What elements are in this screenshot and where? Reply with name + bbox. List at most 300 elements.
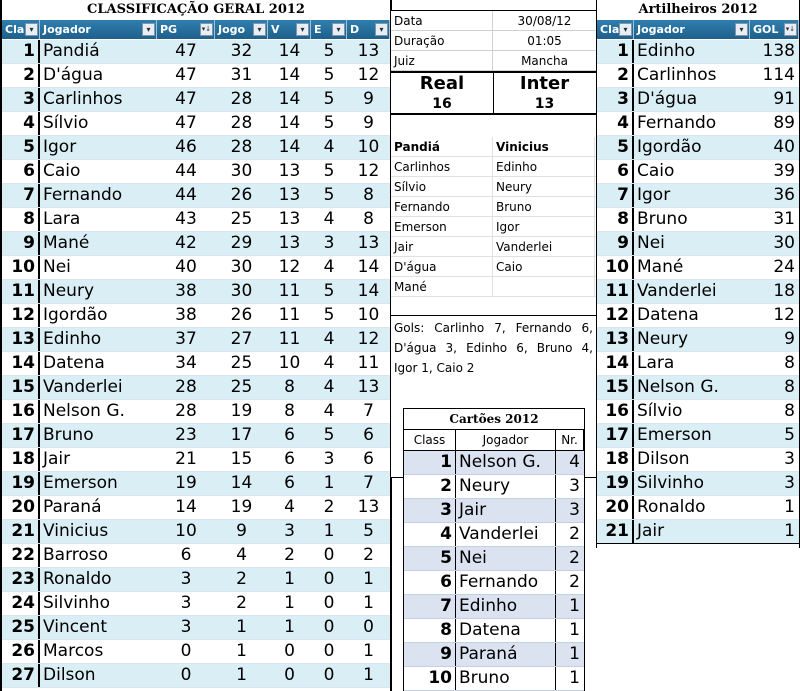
player-cell: Vanderlei xyxy=(456,523,556,546)
count-cell: 4 xyxy=(569,452,580,472)
lineup-a-player: D'água xyxy=(391,257,493,276)
stat-cell: 14 xyxy=(357,281,380,301)
player-cell: Neury xyxy=(637,329,688,349)
stat-cell: 25 xyxy=(230,377,253,397)
goals-cell: 3 xyxy=(784,473,795,493)
rank-cell: 17 xyxy=(597,424,634,447)
column-header-2[interactable] xyxy=(750,20,799,39)
stat-cell: 13 xyxy=(278,233,301,253)
stat-cell: 5 xyxy=(323,65,335,85)
player-cell: Paraná xyxy=(43,497,102,517)
stat-cell: 3 xyxy=(180,593,192,613)
team-a xyxy=(391,73,493,113)
stat-cell: 5 xyxy=(363,521,374,541)
stat-cell: 3 xyxy=(180,617,192,637)
table-row xyxy=(597,88,799,112)
goals-cell: 9 xyxy=(784,329,795,349)
player-cell: Nei xyxy=(43,257,71,277)
stat-cell: 0 xyxy=(323,545,335,565)
sort-descending-icon[interactable]: ▾↓ xyxy=(200,23,213,36)
table-row xyxy=(597,400,799,424)
rank-cell: 13 xyxy=(2,328,40,351)
goals-cell: 8 xyxy=(784,401,795,421)
player-cell: D'água xyxy=(43,65,104,85)
stat-cell: 44 xyxy=(175,185,197,205)
lineup-b-player xyxy=(493,277,595,296)
rank-cell: 8 xyxy=(597,208,634,231)
stat-cell: 8 xyxy=(363,209,374,229)
cards-body xyxy=(404,451,584,691)
stat-cell: 13 xyxy=(278,161,301,181)
rank-cell: 15 xyxy=(597,376,634,399)
stat-cell: 0 xyxy=(284,665,295,685)
lineup-a-player: Fernando xyxy=(391,197,493,216)
stat-cell: 1 xyxy=(323,521,335,541)
stat-cell: 2 xyxy=(236,569,247,589)
stat-cell: 28 xyxy=(175,401,197,421)
table-row xyxy=(2,112,390,136)
stat-cell: 21 xyxy=(175,449,197,469)
table-row xyxy=(597,232,799,256)
column-header-1[interactable] xyxy=(634,20,750,39)
rank-cell: 11 xyxy=(2,280,40,303)
stat-cell: 0 xyxy=(323,641,335,661)
scorers-body xyxy=(597,40,799,544)
table-row xyxy=(597,520,799,544)
stat-cell: 34 xyxy=(175,353,197,373)
column-header-0[interactable] xyxy=(2,20,40,39)
goals-cell: 31 xyxy=(773,209,795,229)
column-header-6[interactable] xyxy=(347,20,390,39)
lineup-b-player: Neury xyxy=(493,177,595,196)
stat-cell: 3 xyxy=(284,521,295,541)
filter-dropdown-icon[interactable]: ▾ xyxy=(25,23,38,36)
rank-cell: 14 xyxy=(597,352,634,375)
stat-cell: 44 xyxy=(175,161,197,181)
match-info-value: Mancha xyxy=(521,54,568,68)
stat-cell: 0 xyxy=(180,641,192,661)
table-row xyxy=(2,424,390,448)
rank-cell: 21 xyxy=(2,520,40,543)
table-row xyxy=(597,376,799,400)
rank-cell: 17 xyxy=(2,424,40,447)
match-info-row xyxy=(391,11,596,31)
stat-cell: 1 xyxy=(363,665,374,685)
rank-cell: 12 xyxy=(597,304,634,327)
rank-cell: 11 xyxy=(597,280,634,303)
player-cell: Bruno xyxy=(456,667,556,690)
stat-cell: 37 xyxy=(175,329,197,349)
stat-cell: 14 xyxy=(278,89,301,109)
rank-cell: 4 xyxy=(404,523,456,546)
stat-cell: 4 xyxy=(323,137,335,157)
player-cell: Fernando xyxy=(43,185,123,205)
player-cell: Barroso xyxy=(43,545,109,565)
rank-cell: 10 xyxy=(597,256,634,279)
column-header-5[interactable] xyxy=(311,20,347,39)
team-a-name: Real xyxy=(419,73,465,94)
rank-cell: 8 xyxy=(2,208,40,231)
player-cell: Silvinho xyxy=(43,593,110,613)
lineup-header-row xyxy=(391,137,596,157)
player-cell: Vanderlei xyxy=(637,281,717,301)
lineup-a-player: Carlinhos xyxy=(391,157,493,176)
player-cell: Caio xyxy=(637,161,675,181)
goals-cell: 114 xyxy=(762,65,795,85)
column-header-4[interactable] xyxy=(268,20,311,39)
column-header-label: GOL xyxy=(753,23,779,36)
stat-cell: 23 xyxy=(175,425,197,445)
stat-cell: 38 xyxy=(175,305,197,325)
goals-cell: 5 xyxy=(784,425,795,445)
rank-cell: 2 xyxy=(597,64,634,87)
stat-cell: 17 xyxy=(230,425,253,445)
stat-cell: 3 xyxy=(323,233,335,253)
table-row xyxy=(404,619,584,643)
rank-cell: 9 xyxy=(597,232,634,255)
player-cell: Nelson G. xyxy=(637,377,719,397)
stat-cell: 0 xyxy=(323,593,335,613)
stat-cell: 29 xyxy=(230,233,253,253)
filter-dropdown-icon[interactable]: ▾ xyxy=(619,23,632,36)
count-cell: 3 xyxy=(569,500,580,520)
stat-cell: 14 xyxy=(278,41,301,61)
player-cell: Emerson xyxy=(43,473,118,493)
stat-cell: 7 xyxy=(363,473,374,493)
player-cell: Vanderlei xyxy=(43,377,123,397)
scorers-header xyxy=(597,20,799,40)
stat-cell: 32 xyxy=(230,41,253,61)
lineup-row xyxy=(391,277,596,297)
column-header-label: PG xyxy=(160,23,178,36)
rank-cell: 26 xyxy=(2,640,40,663)
goals-cell: 12 xyxy=(773,305,795,325)
filter-dropdown-icon[interactable]: ▾ xyxy=(296,23,309,36)
rank-cell: 3 xyxy=(404,499,456,522)
stat-cell: 14 xyxy=(278,65,301,85)
stat-cell: 0 xyxy=(323,665,335,685)
table-row xyxy=(2,664,390,688)
stat-cell: 5 xyxy=(323,41,335,61)
column-header-3[interactable] xyxy=(215,20,268,39)
rank-cell: 3 xyxy=(597,88,634,111)
lineup-b-captain: Vinicius xyxy=(493,137,595,156)
player-cell: Nelson G. xyxy=(456,451,556,474)
stat-cell: 30 xyxy=(230,257,253,277)
table-row xyxy=(2,448,390,472)
table-row xyxy=(597,208,799,232)
stat-cell: 42 xyxy=(175,233,197,253)
count-cell: 1 xyxy=(569,596,580,616)
table-row xyxy=(2,256,390,280)
rank-cell: 4 xyxy=(597,112,634,135)
rank-cell: 8 xyxy=(404,619,456,642)
table-row xyxy=(597,304,799,328)
lineup-row xyxy=(391,157,596,177)
lineups xyxy=(391,137,596,297)
goals-cell: 1 xyxy=(784,497,795,517)
stat-cell: 0 xyxy=(323,617,335,637)
count-cell: 2 xyxy=(569,548,580,568)
stat-cell: 4 xyxy=(323,353,335,373)
stat-cell: 12 xyxy=(357,65,380,85)
classification-body xyxy=(2,40,390,688)
stat-cell: 14 xyxy=(357,257,380,277)
rank-cell: 20 xyxy=(597,496,634,519)
sort-descending-icon[interactable]: ▾↓ xyxy=(784,23,797,36)
cards-column-header: Jogador xyxy=(456,430,556,450)
stat-cell: 4 xyxy=(323,377,335,397)
stat-cell: 40 xyxy=(175,257,197,277)
stat-cell: 11 xyxy=(278,305,301,325)
stat-cell: 14 xyxy=(278,137,301,157)
stat-cell: 1 xyxy=(236,641,247,661)
match-info xyxy=(391,11,596,71)
stat-cell: 10 xyxy=(278,353,301,373)
stat-cell: 8 xyxy=(284,401,295,421)
stat-cell: 4 xyxy=(323,401,335,421)
stat-cell: 2 xyxy=(323,497,335,517)
player-cell: Ronaldo xyxy=(637,497,706,517)
table-row xyxy=(404,523,584,547)
player-cell: Edinho xyxy=(43,329,102,349)
player-cell: Jair xyxy=(456,499,556,522)
stat-cell: 27 xyxy=(230,329,253,349)
stat-cell: 13 xyxy=(357,233,380,253)
table-row xyxy=(404,595,584,619)
stat-cell: 6 xyxy=(363,449,374,469)
rank-cell: 4 xyxy=(2,112,40,135)
lineup-b-player: Caio xyxy=(493,257,595,276)
stat-cell: 13 xyxy=(278,185,301,205)
stat-cell: 10 xyxy=(175,521,197,541)
column-header-label: Cla xyxy=(5,23,25,36)
stat-cell: 5 xyxy=(323,161,335,181)
filter-dropdown-icon[interactable]: ▾ xyxy=(735,23,748,36)
lineup-b-player: Edinho xyxy=(493,157,595,176)
player-cell: Igordão xyxy=(43,305,108,325)
stat-cell: 38 xyxy=(175,281,197,301)
rank-cell: 6 xyxy=(597,160,634,183)
rank-cell: 19 xyxy=(597,472,634,495)
stat-cell: 0 xyxy=(363,617,374,637)
column-header-0[interactable] xyxy=(597,20,634,39)
filter-dropdown-icon[interactable]: ▾ xyxy=(375,23,388,36)
lineup-row xyxy=(391,257,596,277)
column-header-label: D xyxy=(350,23,360,36)
lineup-row xyxy=(391,217,596,237)
stat-cell: 13 xyxy=(357,41,380,61)
table-row xyxy=(597,112,799,136)
stat-cell: 14 xyxy=(230,473,253,493)
table-row xyxy=(597,184,799,208)
stat-cell: 47 xyxy=(175,89,197,109)
table-row xyxy=(2,520,390,544)
table-row xyxy=(2,304,390,328)
stat-cell: 46 xyxy=(175,137,197,157)
player-cell: Neury xyxy=(456,475,556,498)
stat-cell: 3 xyxy=(323,449,335,469)
stat-cell: 8 xyxy=(284,377,295,397)
table-row xyxy=(404,451,584,475)
rank-cell: 1 xyxy=(2,40,40,63)
table-row xyxy=(2,544,390,568)
player-cell: Edinho xyxy=(637,41,696,61)
stat-cell: 13 xyxy=(278,209,301,229)
rank-cell: 10 xyxy=(404,667,456,690)
table-row xyxy=(597,136,799,160)
team-b xyxy=(493,73,595,113)
stat-cell: 28 xyxy=(175,377,197,397)
stat-cell: 5 xyxy=(323,281,335,301)
player-cell: Igor xyxy=(637,185,671,205)
classification-header xyxy=(2,20,390,40)
stat-cell: 5 xyxy=(323,89,335,109)
stat-cell: 2 xyxy=(236,593,247,613)
stat-cell: 5 xyxy=(323,425,335,445)
stat-cell: 8 xyxy=(363,185,374,205)
player-cell: Fernando xyxy=(637,113,717,133)
player-cell: Ronaldo xyxy=(43,569,112,589)
stat-cell: 12 xyxy=(278,257,301,277)
stat-cell: 19 xyxy=(230,497,253,517)
player-cell: Mané xyxy=(637,257,684,277)
player-cell: Bruno xyxy=(637,209,688,229)
player-cell: Marcos xyxy=(43,641,104,661)
stat-cell: 25 xyxy=(230,209,253,229)
player-cell: Jair xyxy=(43,449,71,469)
player-cell: Dilson xyxy=(637,449,690,469)
stat-cell: 47 xyxy=(175,113,197,133)
column-header-label: Cla xyxy=(600,23,620,36)
table-row xyxy=(2,472,390,496)
table-row xyxy=(2,184,390,208)
table-row xyxy=(2,616,390,640)
goals-cell: 30 xyxy=(773,233,795,253)
rank-cell: 19 xyxy=(2,472,40,495)
table-row xyxy=(2,400,390,424)
stat-cell: 4 xyxy=(323,329,335,349)
classification-title: CLASSIFICAÇÃO GERAL 2012 xyxy=(87,2,305,17)
rank-cell: 6 xyxy=(404,571,456,594)
stat-cell: 14 xyxy=(278,113,301,133)
stat-cell: 5 xyxy=(323,185,335,205)
rank-cell: 15 xyxy=(2,376,40,399)
match-info-label: Juiz xyxy=(391,51,493,70)
stat-cell: 30 xyxy=(230,161,253,181)
goals-cell: 36 xyxy=(773,185,795,205)
rank-cell: 20 xyxy=(2,496,40,519)
table-row xyxy=(2,640,390,664)
table-row xyxy=(597,328,799,352)
goals-cell: 3 xyxy=(784,449,795,469)
stat-cell: 0 xyxy=(323,569,335,589)
player-cell: Paraná xyxy=(456,643,556,666)
lineup-a-player: Sílvio xyxy=(391,177,493,196)
goals-cell: 89 xyxy=(773,113,795,133)
stat-cell: 13 xyxy=(357,497,380,517)
table-row xyxy=(597,424,799,448)
stat-cell: 6 xyxy=(284,425,295,445)
player-cell: Datena xyxy=(637,305,699,325)
stat-cell: 0 xyxy=(180,665,192,685)
stat-cell: 1 xyxy=(363,569,374,589)
stat-cell: 28 xyxy=(230,89,253,109)
player-cell: Nei xyxy=(637,233,665,253)
player-cell: Carlinhos xyxy=(43,89,123,109)
rank-cell: 5 xyxy=(2,136,40,159)
player-cell: D'água xyxy=(637,89,698,109)
match-info-label: Data xyxy=(391,11,493,30)
player-cell: Datena xyxy=(456,619,556,642)
filter-dropdown-icon[interactable]: ▾ xyxy=(332,23,345,36)
rank-cell: 21 xyxy=(597,520,634,543)
rank-cell: 10 xyxy=(2,256,40,279)
stat-cell: 4 xyxy=(284,497,295,517)
player-cell: Sílvio xyxy=(637,401,683,421)
goals-cell: 1 xyxy=(784,521,795,541)
match-info-value: 30/08/12 xyxy=(517,14,572,28)
count-cell: 2 xyxy=(569,524,580,544)
stat-cell: 6 xyxy=(284,449,295,469)
player-cell: Bruno xyxy=(43,425,94,445)
table-row xyxy=(597,280,799,304)
table-row xyxy=(2,160,390,184)
table-row xyxy=(2,136,390,160)
table-row xyxy=(2,40,390,64)
match-info-label: Duração xyxy=(391,31,493,50)
stat-cell: 1 xyxy=(323,473,335,493)
goals-cell: 24 xyxy=(773,257,795,277)
column-header-1[interactable] xyxy=(40,20,157,39)
rank-cell: 5 xyxy=(597,136,634,159)
table-row xyxy=(597,472,799,496)
goals-cell: 8 xyxy=(784,377,795,397)
table-row xyxy=(404,499,584,523)
table-row xyxy=(597,40,799,64)
filter-dropdown-icon[interactable]: ▾ xyxy=(142,23,155,36)
table-row xyxy=(597,256,799,280)
lineup-a-player: Emerson xyxy=(391,217,493,236)
column-header-label: Jogo xyxy=(218,23,246,36)
table-row xyxy=(404,571,584,595)
goals-cell: 39 xyxy=(773,161,795,181)
rank-cell: 7 xyxy=(2,184,40,207)
rank-cell: 14 xyxy=(2,352,40,375)
player-cell: Mané xyxy=(43,233,90,253)
stat-cell: 3 xyxy=(180,569,192,589)
stat-cell: 5 xyxy=(323,305,335,325)
stat-cell: 1 xyxy=(363,641,374,661)
rank-cell: 27 xyxy=(2,664,40,687)
column-header-2[interactable] xyxy=(157,20,215,39)
player-cell: Pandiá xyxy=(43,41,100,61)
stat-cell: 26 xyxy=(230,305,253,325)
stat-cell: 1 xyxy=(284,569,295,589)
player-cell: Lara xyxy=(637,353,675,373)
rank-cell: 22 xyxy=(2,544,40,567)
rank-cell: 1 xyxy=(404,451,456,474)
filter-dropdown-icon[interactable]: ▾ xyxy=(253,23,266,36)
lineup-a-player: Jair xyxy=(391,237,493,256)
stat-cell: 1 xyxy=(284,617,295,637)
table-row xyxy=(2,376,390,400)
stat-cell: 19 xyxy=(175,473,197,493)
rank-cell: 16 xyxy=(2,400,40,423)
table-row xyxy=(2,232,390,256)
table-row xyxy=(2,592,390,616)
stat-cell: 11 xyxy=(278,281,301,301)
